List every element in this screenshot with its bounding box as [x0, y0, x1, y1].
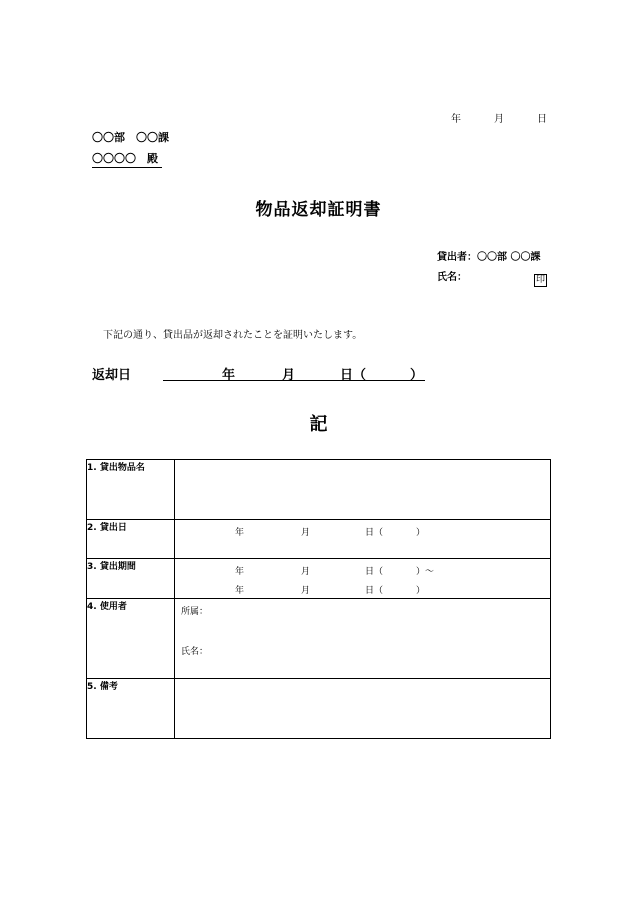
affiliation-label: 所属：: [181, 607, 209, 617]
lend-date-value: [175, 520, 551, 559]
period-end-day: 日（: [365, 586, 384, 596]
period-end-close: ）: [416, 586, 426, 596]
date-day-label: 日: [537, 114, 547, 125]
return-close-paren: ）: [410, 368, 424, 383]
user-name-label: 氏名：: [181, 647, 209, 657]
table-row: [87, 460, 551, 520]
period-start-day: 日（: [365, 567, 384, 577]
period-end-year: 年: [235, 586, 245, 596]
lend-period-value: [175, 559, 551, 599]
date-year-label: 年: [451, 114, 461, 125]
seal-mark: 印: [536, 275, 546, 285]
ki-heading: 記: [309, 414, 328, 435]
lend-date-label: 2. 貸出日: [87, 520, 175, 559]
detail-table: [86, 459, 551, 739]
issuer-name-label: 氏名：: [437, 272, 467, 283]
period-start-year: 年: [235, 567, 245, 577]
lend-year: 年: [235, 528, 245, 538]
return-date-label: 返却日: [92, 368, 132, 383]
document-title: 物品返却証明書: [255, 200, 382, 220]
return-day-label: 日（: [340, 368, 367, 383]
period-end-month: 月: [301, 586, 311, 596]
user-value: [175, 599, 551, 679]
lend-day: 日（: [365, 528, 384, 538]
remarks-label: 5. 備考: [87, 679, 175, 739]
intro-text: 下記の通り、貸出品が返却されたことを証明いたします。: [103, 330, 363, 341]
lender-label: 貸出者：〇〇部 〇〇課: [437, 252, 541, 263]
table-row: [87, 679, 551, 739]
return-month-label: 月: [282, 368, 296, 383]
period-start-close: ）～: [416, 567, 435, 577]
return-year-label: 年: [222, 368, 236, 383]
remarks-value: [175, 679, 551, 739]
user-label: 4. 使用者: [87, 599, 175, 679]
item-name-value: [175, 460, 551, 520]
table-row: [87, 520, 551, 559]
date-month-label: 月: [494, 114, 504, 125]
recipient-department: 〇〇部 〇〇課: [92, 131, 169, 144]
item-name-label: 1. 貸出物品名: [87, 460, 175, 520]
lend-close: ）: [416, 528, 426, 538]
lend-period-label: 3. 貸出期間: [87, 559, 175, 599]
recipient-name: 〇〇〇〇 殿: [92, 150, 162, 168]
lend-month: 月: [301, 528, 311, 538]
table-row: [87, 599, 551, 679]
table-row: [87, 559, 551, 599]
period-start-month: 月: [301, 567, 311, 577]
